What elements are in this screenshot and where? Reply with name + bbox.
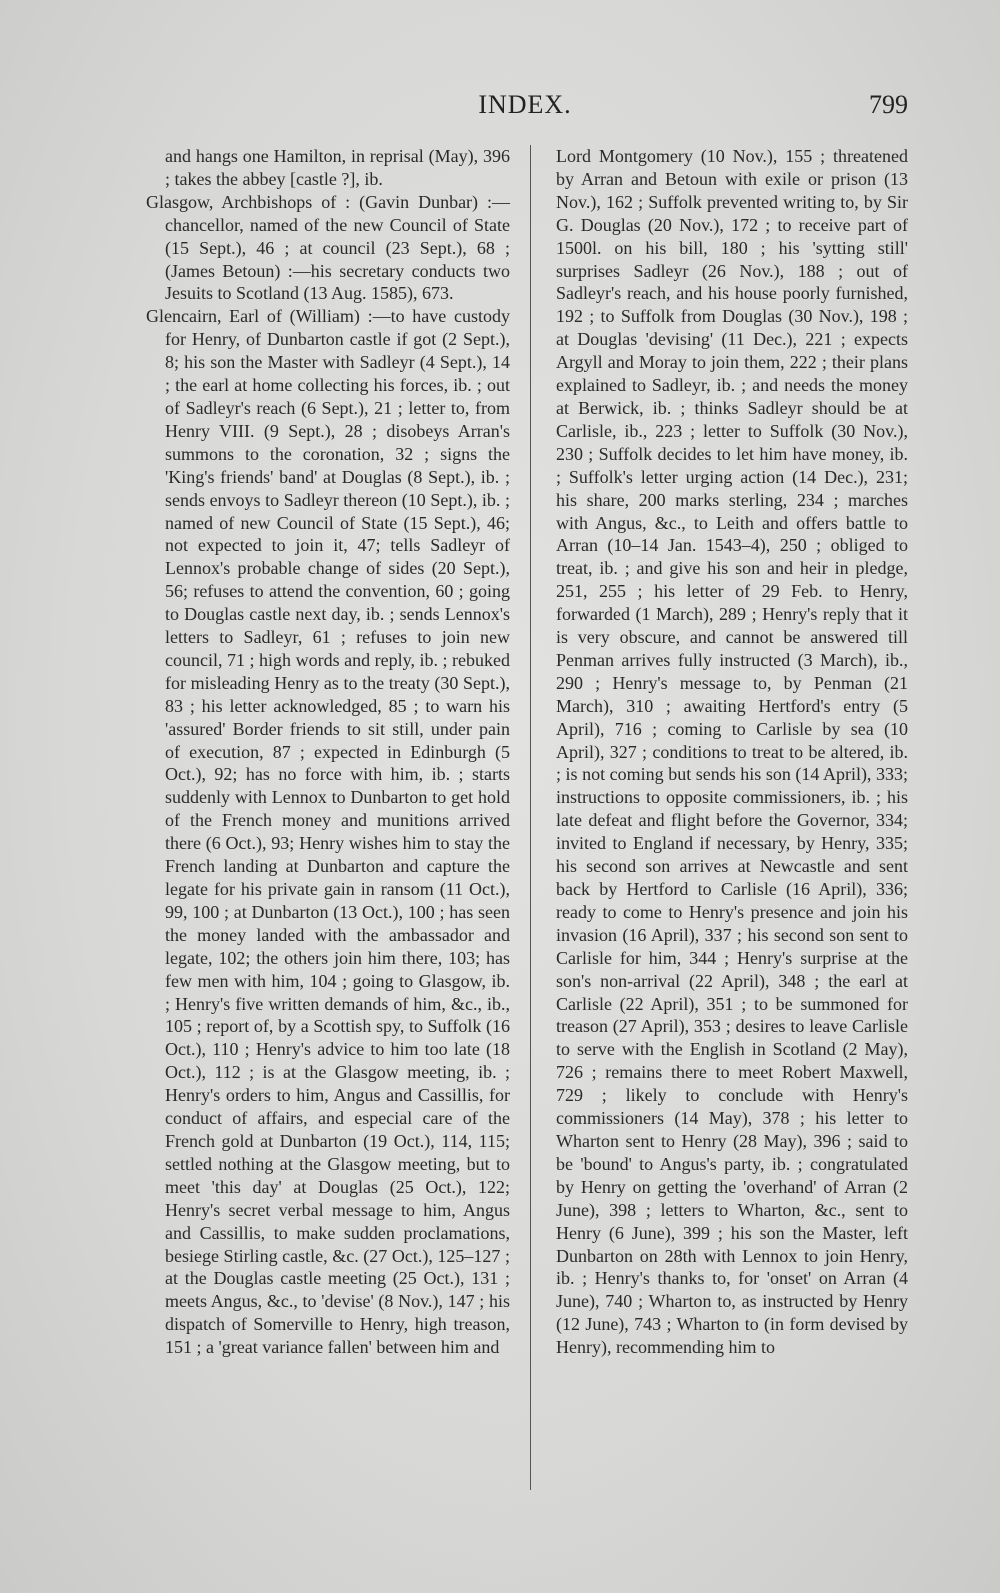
index-entry-glasgow: Glasgow, Archbishops of : (Gavin Dunbar) :— chancellor, named of the new Council of State (15 Sept.), 46 ; at council (23 Sept.), 68 ; (James Betoun) :—his secretary conducts two Jesuits to Scotland (13 Aug. 1585), 673. (146, 191, 510, 304)
page-number: 799 (869, 90, 908, 119)
right-column (556, 145, 908, 1359)
left-column (146, 145, 510, 1359)
page-title: INDEX. (478, 90, 572, 119)
running-header (140, 90, 910, 130)
index-entry-glencairn-continued: Lord Montgomery (10 Nov.), 155 ; threatened by Arran and Betoun with exile or prison (13 Nov.), 162 ; Suffolk prevented writing to, by Sir G. Douglas (20 Nov.), 172 ; to receive part of 1500l. on his bill, 180 ; his 'sytting still' surprises Sadleyr (26 Nov.), 188 ; out of Sadleyr's reach, and his house poorly furnished, 192 ; to Suffolk from Douglas (30 Nov.), 198 ; at Douglas 'devising' (11 Dec.), 221 ; expects Argyll and Moray to join them, 222 ; their plans explained to Sadleyr, ib. ; and needs the money at Berwick, ib. ; thinks Sadleyr should be at Carlisle, ib., 223 ; letter to Suffolk (30 Nov.), 230 ; Suffolk decides to let him have money, ib. ; Suffolk's letter urging action (14 Dec.), 231; his share, 200 marks sterling, 234 ; marches with Angus, &c., to Leith and offers battle to Arran (10–14 Jan. 1543–4), 250 ; obliged to treat, ib. ; and give his son and heir in pledge, 251, 255 ; his letter of 29 Feb. to Henry, forwarded (1 March), 289 ; Henry's reply that it is very obscure, and cannot be answered till Penman arrives fully instructed (3 March), ib., 290 ; Henry's message to, by Penman (21 March), 310 ; awaiting Hertford's entry (5 April), 716 ; coming to Carlisle by sea (10 April), 327 ; conditions to treat to be altered, ib. ; is not coming but sends his son (14 April), 333; instructions to opposite commissioners, ib. ; his late defeat and flight before the Governor, 334; invited to England if necessary, by Henry, 335; his second son arrives at Newcastle and sent back by Hertford to Carlisle (16 April), 336; ready to come to Henry's presence and join his invasion (16 April), 337 ; his second son sent to Carlisle for him, 344 ; Henry's surprise at the son's non-arrival (22 April), 348 ; the earl at Carlisle (22 April), 351 ; to be summoned for treason (27 April), 353 ; desires to leave Carlisle to serve with the English in Scotland (2 May), 726 ; remains there to meet Robert Maxwell, 729 ; likely to conclude with Henry's commissioners (14 May), 378 ; his letter to Wharton sent to Henry (28 May), 396 ; said to be 'bound' to Angus's party, ib. ; congratulated by Henry on getting the 'overhand' of Arran (2 June), 398 ; letters to Wharton, &c., sent to Henry (6 June), 399 ; his son the Master, left Dunbarton on 28th with Lennox to join Henry, ib. ; Henry's thanks to, for 'onset' on Arran (4 June), 740 ; Wharton to, as instructed by Henry (12 June), 743 ; Wharton to (in form devised by Henry), recommending him to (556, 146, 908, 1358)
column-divider (530, 145, 531, 1490)
index-entry-continued: and hangs one Hamilton, in reprisal (May), 396 ; takes the abbey [castle ?], ib. (165, 146, 510, 189)
index-entry-glencairn: Glencairn, Earl of (William) :—to have custody for Henry, of Dunbarton castle if got (2 Sept.), 8; his son the Master with Sadleyr (4 Sept.), 14 ; the earl at home collecting his forces, ib. ; out of Sadleyr's reach (6 Sept.), 21 ; letter to, from Henry VIII. (9 Sept.), 28 ; disobeys Arran's summons to the coronation, 32 ; signs the 'King's friends' band' at Douglas (8 Sept.), ib. ; sends envoys to Sadleyr thereon (10 Sept.), ib. ; named of new Council of State (15 Sept.), 46; not expected to join it, 47; tells Sadleyr of Lennox's probable change of sides (20 Sept.), 56; refuses to attend the convention, 60 ; going to Douglas castle next day, ib. ; sends Lennox's letters to Sadleyr, 61 ; refuses to join new council, 71 ; high words and reply, ib. ; rebuked for misleading Henry as to the treaty (30 Sept.), 83 ; his letter acknowledged, 85 ; to warn his 'assured' Border friends to sit still, under pain of execution, 87 ; expected in Edinburgh (5 Oct.), 92; has no force with him, ib. ; starts suddenly with Lennox to Dunbarton to get hold of the French money and munitions arrived there (6 Oct.), 93; Henry wishes him to stay the French landing at Dunbarton and capture the legate for his private gain in ransom (11 Oct.), 99, 100 ; at Dunbarton (13 Oct.), 100 ; has seen the money landed with the ambassador and legate, 102; the others join him there, 103; has few men with him, 104 ; going to Glasgow, ib. ; Henry's five written demands of him, &c., ib., 105 ; report of, by a Scottish spy, to Suffolk (16 Oct.), 110 ; Henry's advice to him too late (18 Oct.), 112 ; is at the Glasgow meeting, ib. ; Henry's orders to him, Angus and Cassillis, for conduct of affairs, and especial care of the French gold at Dunbarton (19 Oct.), 114, 115; settled nothing at the Glasgow meeting, but to meet 'this day' at Douglas (25 Oct.), 122; Henry's secret verbal message to him, Angus and Cassillis, to make sudden proclamations, besiege Stirling castle, &c. (27 Oct.), 125–127 ; at the Douglas castle meeting (25 Oct.), 131 ; meets Angus, &c., to 'devise' (8 Nov.), 147 ; his dispatch of Somerville to Henry, high treason, 151 ; a 'great variance fallen' between him and (146, 306, 510, 1358)
